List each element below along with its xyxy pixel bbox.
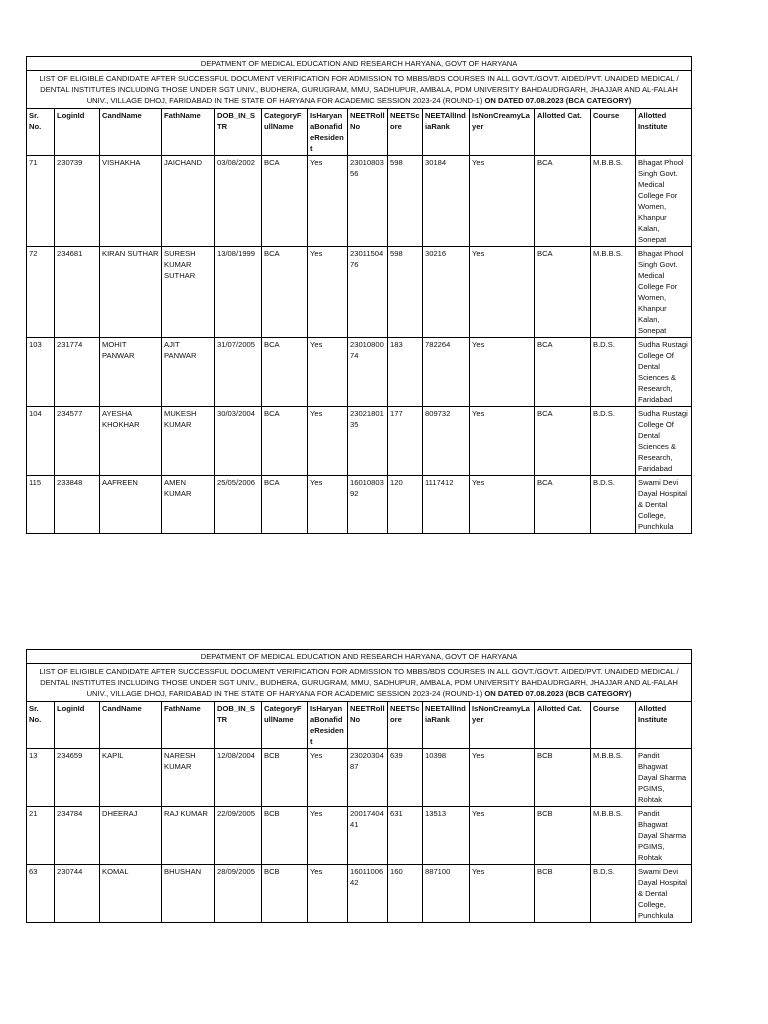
col-header: CategoryFullName bbox=[262, 109, 308, 156]
table-cell: 13/08/1999 bbox=[215, 247, 262, 338]
table-cell: MOHIT PANWAR bbox=[100, 338, 162, 407]
table-cell: KOMAL bbox=[100, 865, 162, 923]
table-cell: 782264 bbox=[423, 338, 470, 407]
table-cell: 2301080356 bbox=[348, 156, 388, 247]
table-cell: 631 bbox=[388, 807, 423, 865]
table-cell: Pandit Bhagwat Dayal Sharma PGIMS, Rohtak bbox=[636, 749, 692, 807]
col-header: LoginId bbox=[55, 109, 100, 156]
table-cell: 2302180135 bbox=[348, 407, 388, 476]
table-cell: 30184 bbox=[423, 156, 470, 247]
table-cell: 1601100642 bbox=[348, 865, 388, 923]
table-row bbox=[27, 865, 692, 923]
table-cell: 234681 bbox=[55, 247, 100, 338]
table-cell: 231774 bbox=[55, 338, 100, 407]
col-header: Sr. No. bbox=[27, 702, 55, 749]
bcb-category-list bbox=[26, 649, 691, 923]
col-header: LoginId bbox=[55, 702, 100, 749]
table-cell: 1117412 bbox=[423, 476, 470, 534]
col-header: FathName bbox=[162, 109, 215, 156]
table-cell: 2301080074 bbox=[348, 338, 388, 407]
table-cell: BCB bbox=[262, 749, 308, 807]
table-cell: 13 bbox=[27, 749, 55, 807]
col-header: FathName bbox=[162, 702, 215, 749]
table-cell: 21 bbox=[27, 807, 55, 865]
col-header: Allotted Institute bbox=[636, 702, 692, 749]
header-row bbox=[27, 702, 692, 749]
col-header: Sr. No. bbox=[27, 109, 55, 156]
table-cell: DHEERAJ bbox=[100, 807, 162, 865]
table-cell: M.B.B.S. bbox=[591, 156, 636, 247]
table-cell: 183 bbox=[388, 338, 423, 407]
table-cell: Yes bbox=[470, 476, 535, 534]
table-cell: 03/08/2002 bbox=[215, 156, 262, 247]
table-cell: 2301150476 bbox=[348, 247, 388, 338]
table-cell: Yes bbox=[470, 865, 535, 923]
col-header: NEETScore bbox=[388, 109, 423, 156]
table-cell: M.B.B.S. bbox=[591, 807, 636, 865]
table-cell: Yes bbox=[470, 749, 535, 807]
table-cell: SURESH KUMAR SUTHAR bbox=[162, 247, 215, 338]
col-header: Course bbox=[591, 702, 636, 749]
col-header: DOB_IN_STR bbox=[215, 702, 262, 749]
table-cell: 30/03/2004 bbox=[215, 407, 262, 476]
table-cell: 887100 bbox=[423, 865, 470, 923]
col-header: NEETScore bbox=[388, 702, 423, 749]
table-cell: 28/09/2005 bbox=[215, 865, 262, 923]
table-cell: Bhagat Phool Singh Govt. Medical College For Women, Khanpur Kalan, Sonepat bbox=[636, 247, 692, 338]
table-cell: B.D.S. bbox=[591, 476, 636, 534]
table-cell: BCB bbox=[262, 807, 308, 865]
table-cell: 10398 bbox=[423, 749, 470, 807]
table-cell: 25/05/2006 bbox=[215, 476, 262, 534]
table-cell: 104 bbox=[27, 407, 55, 476]
table-cell: 598 bbox=[388, 247, 423, 338]
table-cell: BCA bbox=[262, 338, 308, 407]
table-cell: M.B.B.S. bbox=[591, 247, 636, 338]
table-cell: 234577 bbox=[55, 407, 100, 476]
table-row bbox=[27, 156, 692, 247]
bca-category-list bbox=[26, 56, 691, 534]
col-header: NEETRollNo bbox=[348, 109, 388, 156]
table-cell: BCA bbox=[262, 247, 308, 338]
table-cell: 177 bbox=[388, 407, 423, 476]
table-cell: BCA bbox=[535, 247, 591, 338]
table-cell: Yes bbox=[470, 247, 535, 338]
table-cell: AMEN KUMAR bbox=[162, 476, 215, 534]
table-cell: AYESHA KHOKHAR bbox=[100, 407, 162, 476]
table-cell: AJIT PANWAR bbox=[162, 338, 215, 407]
col-header: NEETAllIndiaRank bbox=[423, 109, 470, 156]
table-cell: AAFREEN bbox=[100, 476, 162, 534]
table-cell: BCA bbox=[535, 156, 591, 247]
table-cell: BCB bbox=[535, 749, 591, 807]
table-cell: Yes bbox=[308, 476, 348, 534]
table-cell: 103 bbox=[27, 338, 55, 407]
table-row bbox=[27, 247, 692, 338]
col-header: Allotted Institute bbox=[636, 109, 692, 156]
table-cell: Yes bbox=[470, 156, 535, 247]
list-description: LIST OF ELIGIBLE CANDIDATE AFTER SUCCESSFUL DOCUMENT VERIFICATION FOR ADMISSION TO MBBS/BDS COURSES IN ALL GOVT./GOVT. AIDED/PVT. UNAIDED MEDICAL / DENTAL INSTITUTES INCLUDING THOSE UNDER SGT UNIV., BUDHERA, GURUGRAM, MMU, SADHUPUR, AMBALA, PDM UNIVERSITY BAHDAUDRGARH, JHAJJAR AND AL-FALAH UNIV., VILLAGE DHOJ, FARIDABAD IN THE STATE OF HARYANA FOR ACADEMIC SESSION 2023-24 (ROUND-1) ON DATED 07.08.2023 (BCB CATEGORY) bbox=[27, 664, 692, 702]
table-cell: BCB bbox=[262, 865, 308, 923]
table-cell: RAJ KUMAR bbox=[162, 807, 215, 865]
table-cell: BCB bbox=[535, 865, 591, 923]
table-cell: KAPIL bbox=[100, 749, 162, 807]
col-header: Allotted Cat. bbox=[535, 702, 591, 749]
col-header: IsNonCreamyLayer bbox=[470, 109, 535, 156]
table-cell: Swami Devi Dayal Hospital & Dental College, Punchkula bbox=[636, 476, 692, 534]
table-cell: NARESH KUMAR bbox=[162, 749, 215, 807]
bca-table bbox=[26, 56, 692, 534]
table-cell: Swami Devi Dayal Hospital & Dental College, Punchkula bbox=[636, 865, 692, 923]
table-cell: Pandit Bhagwat Dayal Sharma PGIMS, Rohtak bbox=[636, 807, 692, 865]
table-cell: Yes bbox=[470, 407, 535, 476]
table-cell: 12/08/2004 bbox=[215, 749, 262, 807]
col-header: CandName bbox=[100, 702, 162, 749]
table-cell: BCB bbox=[535, 807, 591, 865]
table-cell: 2001740441 bbox=[348, 807, 388, 865]
table-cell: 2302030487 bbox=[348, 749, 388, 807]
table-cell: 120 bbox=[388, 476, 423, 534]
table-cell: Yes bbox=[470, 338, 535, 407]
table-cell: Yes bbox=[308, 749, 348, 807]
table-cell: 72 bbox=[27, 247, 55, 338]
table-cell: Sudha Rustagi College Of Dental Sciences & Research, Faridabad bbox=[636, 407, 692, 476]
col-header: IsNonCreamyLayer bbox=[470, 702, 535, 749]
table-cell: BCA bbox=[535, 407, 591, 476]
table-cell: 1601080392 bbox=[348, 476, 388, 534]
table-cell: VISHAKHA bbox=[100, 156, 162, 247]
table-cell: 30216 bbox=[423, 247, 470, 338]
table-cell: BCA bbox=[262, 476, 308, 534]
table-cell: Yes bbox=[470, 807, 535, 865]
table-cell: B.D.S. bbox=[591, 865, 636, 923]
table-cell: Yes bbox=[308, 247, 348, 338]
col-header: IsHaryanaBonafideResident bbox=[308, 702, 348, 749]
col-header: NEETAllIndiaRank bbox=[423, 702, 470, 749]
header-row bbox=[27, 109, 692, 156]
table-cell: Yes bbox=[308, 156, 348, 247]
table-cell: M.B.B.S. bbox=[591, 749, 636, 807]
col-header: CategoryFullName bbox=[262, 702, 308, 749]
table-cell: 234784 bbox=[55, 807, 100, 865]
table-cell: BCA bbox=[535, 476, 591, 534]
table-cell: Yes bbox=[308, 865, 348, 923]
table-cell: Sudha Rustagi College Of Dental Sciences & Research, Faridabad bbox=[636, 338, 692, 407]
table-cell: 31/07/2005 bbox=[215, 338, 262, 407]
table-row bbox=[27, 338, 692, 407]
table-cell: 71 bbox=[27, 156, 55, 247]
table-cell: 639 bbox=[388, 749, 423, 807]
table-cell: KIRAN SUTHAR bbox=[100, 247, 162, 338]
table-cell: 22/09/2005 bbox=[215, 807, 262, 865]
table-cell: BHUSHAN bbox=[162, 865, 215, 923]
table-cell: 230744 bbox=[55, 865, 100, 923]
table-cell: MUKESH KUMAR bbox=[162, 407, 215, 476]
table-cell: BCA bbox=[262, 407, 308, 476]
col-header: DOB_IN_STR bbox=[215, 109, 262, 156]
document-title: DEPATMENT OF MEDICAL EDUCATION AND RESEARCH HARYANA, GOVT OF HARYANA bbox=[27, 650, 692, 664]
table-row bbox=[27, 476, 692, 534]
table-row bbox=[27, 807, 692, 865]
table-cell: 13513 bbox=[423, 807, 470, 865]
table-cell: BCA bbox=[262, 156, 308, 247]
table-cell: Yes bbox=[308, 807, 348, 865]
table-row bbox=[27, 749, 692, 807]
table-cell: 115 bbox=[27, 476, 55, 534]
col-header: IsHaryanaBonafideResident bbox=[308, 109, 348, 156]
table-cell: Bhagat Phool Singh Govt. Medical College For Women, Khanpur Kalan, Sonepat bbox=[636, 156, 692, 247]
table-cell: 598 bbox=[388, 156, 423, 247]
table-cell: 63 bbox=[27, 865, 55, 923]
table-cell: B.D.S. bbox=[591, 407, 636, 476]
bcb-table bbox=[26, 649, 692, 923]
table-cell: 230739 bbox=[55, 156, 100, 247]
table-cell: 233848 bbox=[55, 476, 100, 534]
col-header: CandName bbox=[100, 109, 162, 156]
table-cell: 160 bbox=[388, 865, 423, 923]
list-description: LIST OF ELIGIBLE CANDIDATE AFTER SUCCESSFUL DOCUMENT VERIFICATION FOR ADMISSION TO MBBS/BDS COURSES IN ALL GOVT./GOVT. AIDED/PVT. UNAIDED MEDICAL / DENTAL INSTITUTES INCLUDING THOSE UNDER SGT UNIV., BUDHERA, GURUGRAM, MMU, SADHUPUR, AMBALA, PDM UNIVERSITY BAHDAUDRGARH, JHAJJAR AND AL-FALAH UNIV., VILLAGE DHOJ, FARIDABAD IN THE STATE OF HARYANA FOR ACADEMIC SESSION 2023-24 (ROUND-1) ON DATED 07.08.2023 (BCA CATEGORY) bbox=[27, 71, 692, 109]
table-cell: BCA bbox=[535, 338, 591, 407]
table-row bbox=[27, 407, 692, 476]
table-cell: 234659 bbox=[55, 749, 100, 807]
document-title: DEPATMENT OF MEDICAL EDUCATION AND RESEARCH HARYANA, GOVT OF HARYANA bbox=[27, 57, 692, 71]
col-header: NEETRollNo bbox=[348, 702, 388, 749]
table-cell: JAICHAND bbox=[162, 156, 215, 247]
col-header: Course bbox=[591, 109, 636, 156]
table-cell: 809732 bbox=[423, 407, 470, 476]
table-cell: Yes bbox=[308, 338, 348, 407]
col-header: Allotted Cat. bbox=[535, 109, 591, 156]
table-cell: B.D.S. bbox=[591, 338, 636, 407]
table-cell: Yes bbox=[308, 407, 348, 476]
